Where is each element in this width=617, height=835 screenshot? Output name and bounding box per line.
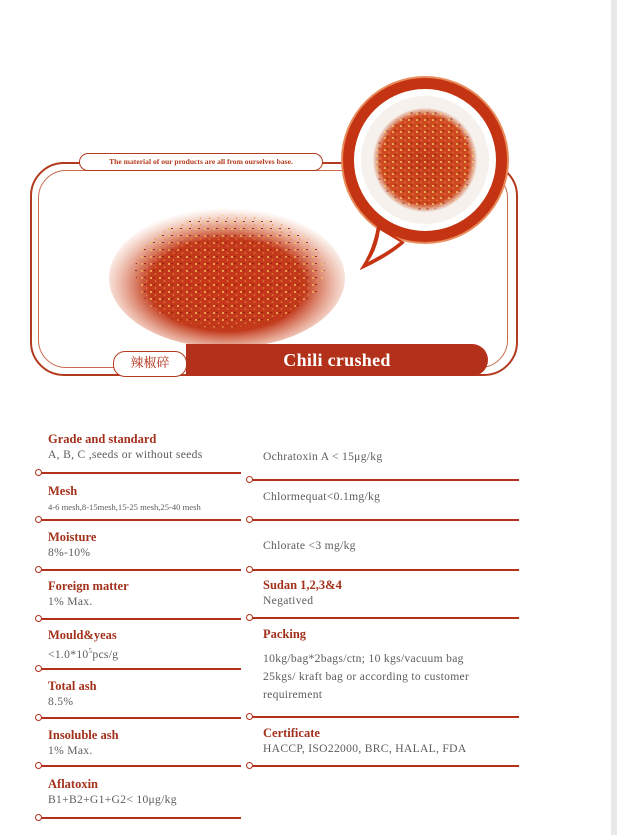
spec-value: Ochratoxin A < 15μg/kg	[263, 450, 383, 463]
divider	[36, 817, 241, 819]
spec-value: B1+B2+G1+G2< 10μg/kg	[48, 793, 177, 806]
spec-label: Total ash	[48, 679, 97, 693]
spec-label: Certificate	[263, 726, 320, 740]
divider	[36, 569, 241, 571]
spec-value-unit: pcs/g	[92, 647, 119, 661]
bubble-tail	[360, 222, 420, 272]
spec-mesh	[48, 483, 201, 515]
divider	[247, 569, 519, 571]
spec-value-exponent: 5	[88, 647, 93, 655]
divider	[247, 519, 519, 521]
spec-value: 1% Max.	[48, 744, 93, 757]
spec-chlormequat	[263, 489, 380, 505]
spec-value-line: 10kg/bag*2bags/ctn; 10 kgs/vacuum bag	[263, 652, 464, 665]
chili-bowl-image	[359, 94, 491, 226]
divider	[247, 479, 519, 481]
tagline: The material of our products are all from ourselves base.	[79, 153, 323, 171]
spec-certificate	[263, 725, 467, 757]
spec-grade	[48, 431, 203, 463]
spec-value	[263, 650, 469, 704]
spec-value	[48, 643, 118, 663]
spec-label: Insoluble ash	[48, 728, 119, 742]
spec-label: Foreign matter	[48, 579, 129, 593]
spec-value: 4-6 mesh,8-15mesh,15-25 mesh,25-40 mesh	[48, 502, 201, 512]
spec-chlorate	[263, 538, 356, 554]
divider	[36, 717, 241, 719]
spec-label: Packing	[263, 627, 307, 641]
spec-label: Grade and standard	[48, 432, 157, 446]
spec-value: Chlorate <3 mg/kg	[263, 539, 356, 552]
page-edge-strip	[611, 0, 617, 835]
spec-packing	[263, 626, 469, 704]
spec-value-base: <1.0*10	[48, 647, 89, 661]
spec-ochratoxin	[263, 449, 383, 465]
spec-mould	[48, 627, 118, 663]
product-title: Chili crushed	[186, 344, 488, 376]
chili-heap-image	[95, 178, 360, 358]
spec-sudan	[263, 577, 342, 609]
spec-label: Mesh	[48, 484, 78, 498]
spec-total-ash	[48, 678, 97, 710]
product-title-cn: 辣椒碎	[113, 351, 187, 377]
divider	[36, 668, 241, 670]
spec-value: A, B, C ,seeds or without seeds	[48, 448, 203, 461]
spec-label: Aflatoxin	[48, 777, 98, 791]
spec-value-line: requirement	[263, 688, 323, 701]
divider	[36, 519, 241, 521]
spec-value-line: 25kgs/ kraft bag or according to customer	[263, 670, 470, 683]
divider	[247, 617, 519, 619]
spec-value: 8.5%	[48, 695, 74, 708]
divider	[36, 618, 241, 620]
spec-value: HACCP, ISO22000, BRC, HALAL, FDA	[263, 742, 467, 755]
spec-label: Moisture	[48, 530, 97, 544]
spec-value: 1% Max.	[48, 595, 93, 608]
divider	[247, 716, 519, 718]
spec-insoluble-ash	[48, 727, 119, 759]
spec-label: Mould&yeas	[48, 628, 117, 642]
divider	[36, 765, 241, 767]
spec-aflatoxin	[48, 776, 177, 808]
spec-label: Sudan 1,2,3&4	[263, 578, 342, 592]
spec-value: Negatived	[263, 594, 314, 607]
divider	[247, 765, 519, 767]
divider	[36, 472, 241, 474]
spec-value: Chlormequat<0.1mg/kg	[263, 490, 381, 503]
spec-moisture	[48, 529, 96, 561]
spec-value: 8%-10%	[48, 546, 91, 559]
spec-foreign-matter	[48, 578, 129, 610]
